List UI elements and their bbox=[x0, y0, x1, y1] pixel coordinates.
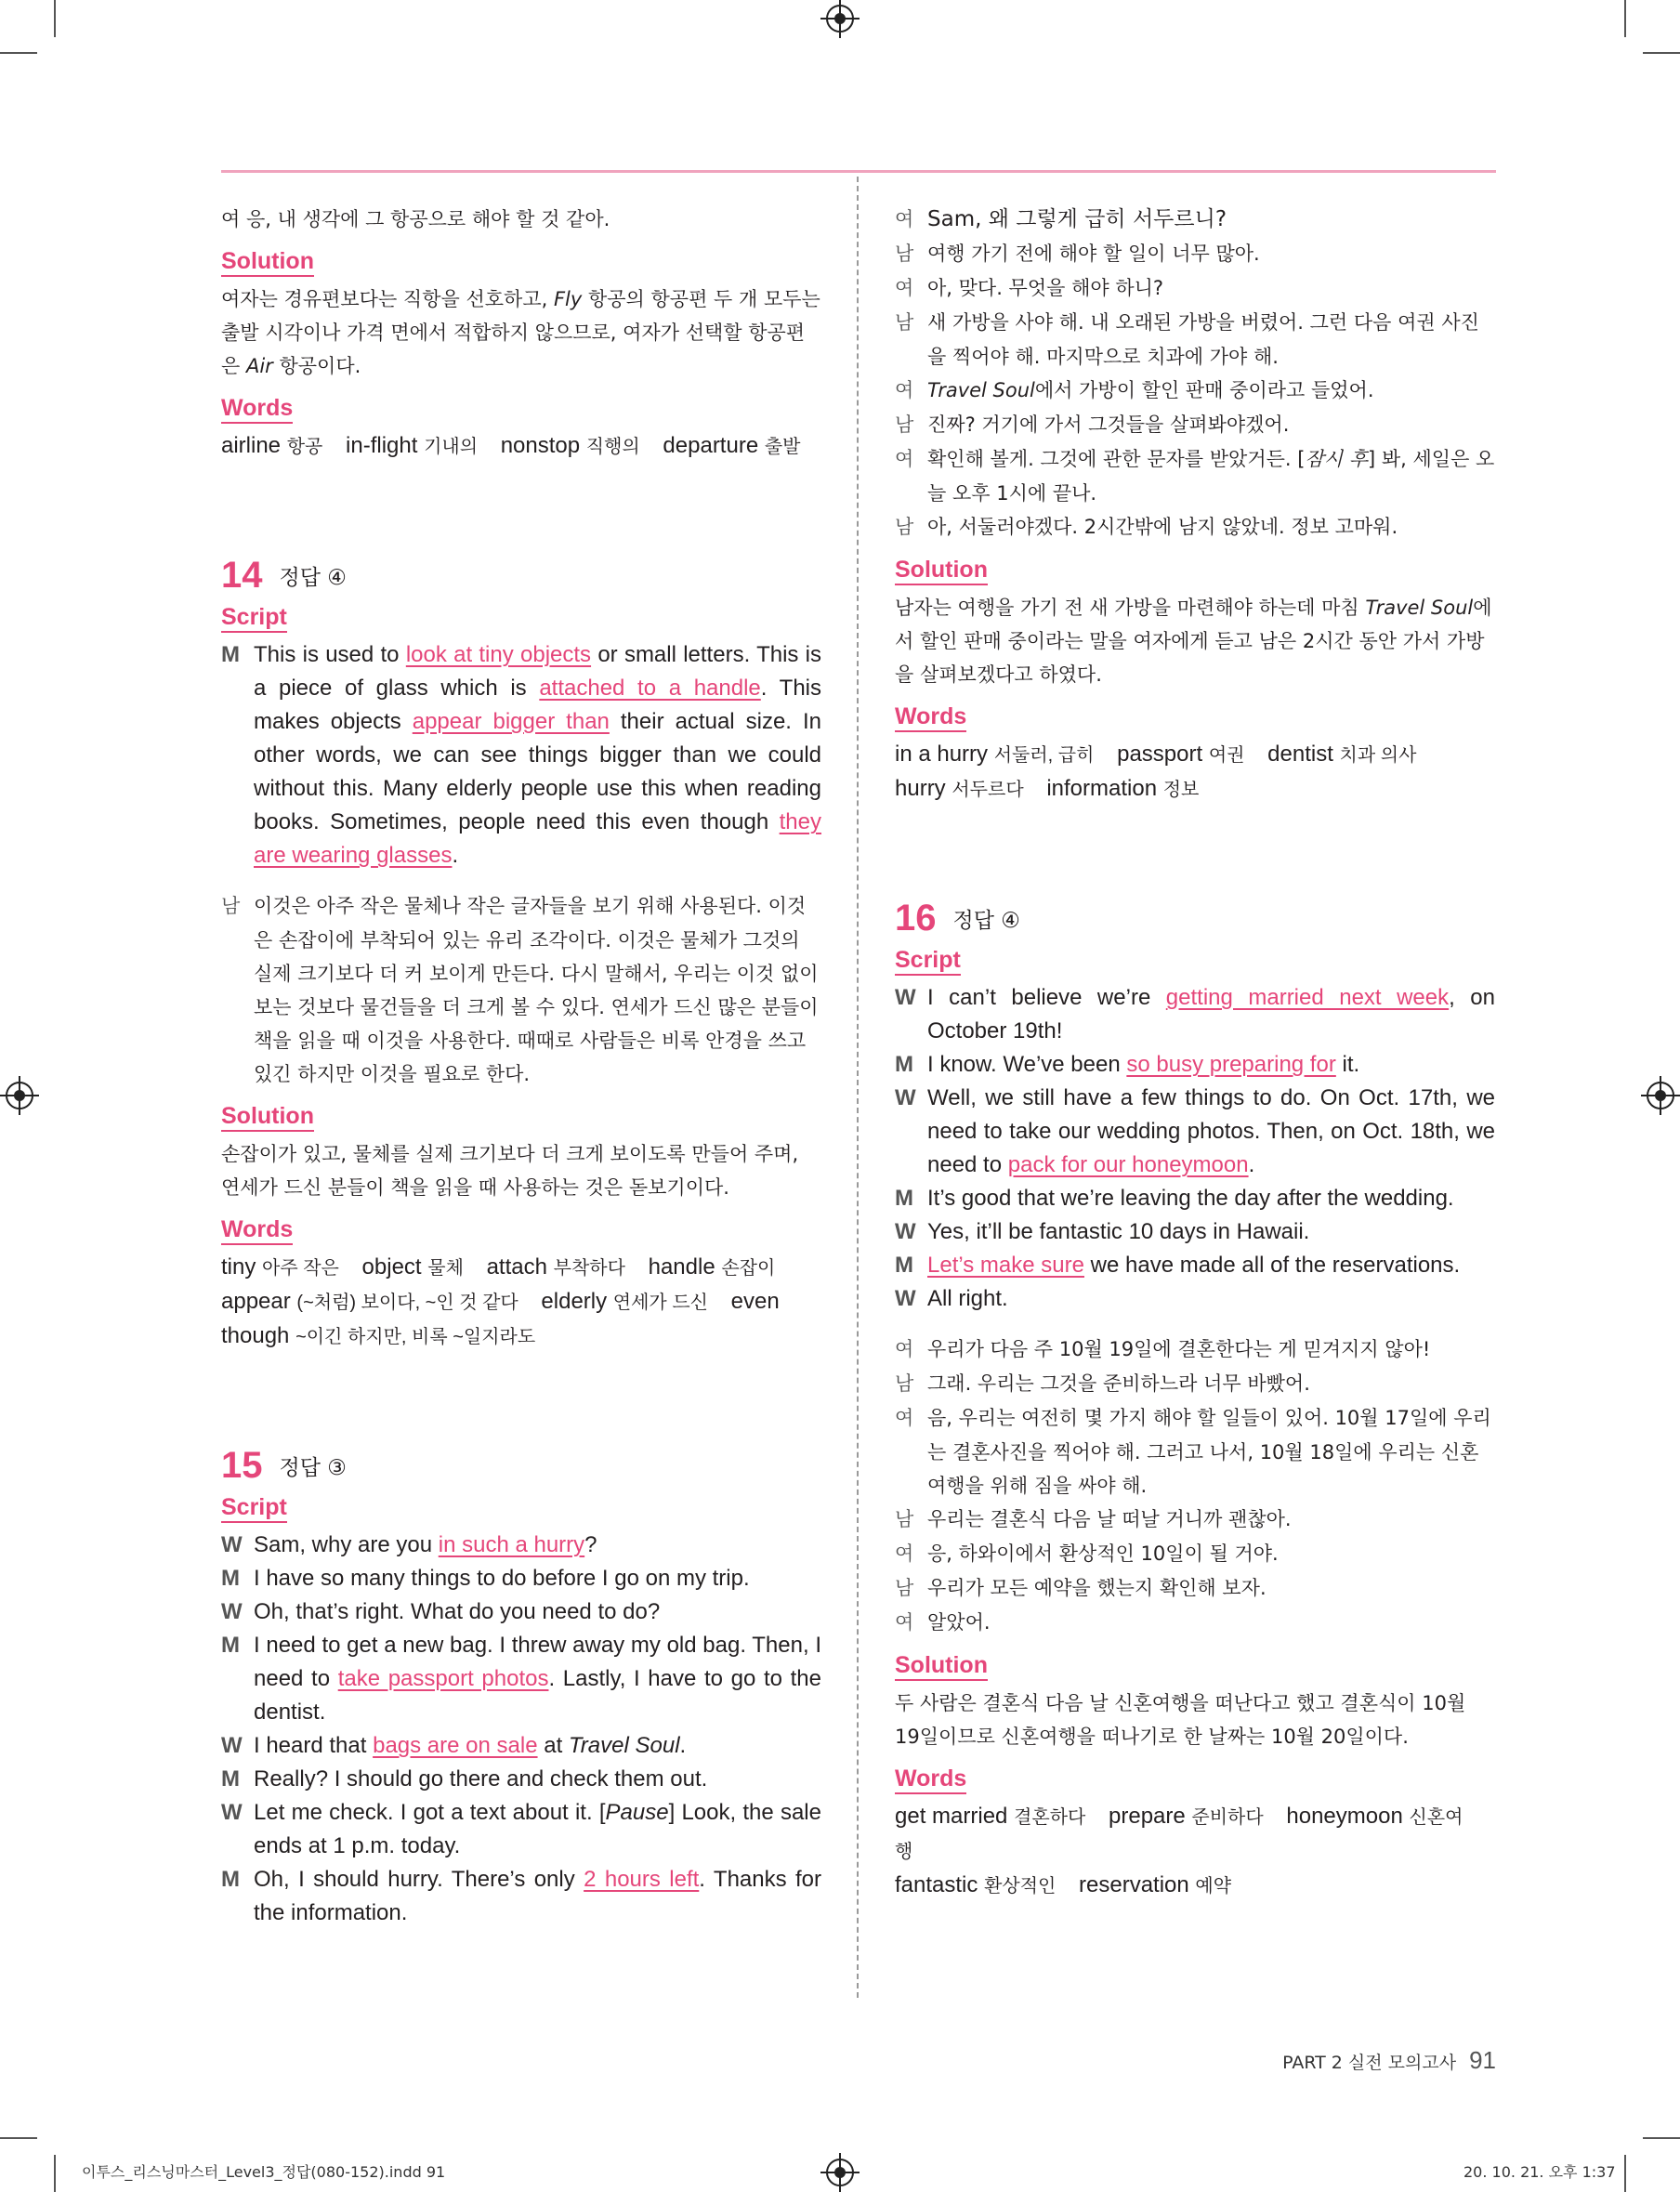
q15-script-label: Script bbox=[221, 1493, 287, 1523]
q16-script bbox=[895, 981, 1495, 1316]
registration-mark-icon bbox=[6, 1082, 33, 1109]
script-line: W Sam, why are you in such a hurry? bbox=[221, 1532, 597, 1557]
script-line: M I know. We’ve been so busy preparing for it. bbox=[895, 1052, 1360, 1077]
q15-number: 15 bbox=[221, 1445, 263, 1486]
crop-mark bbox=[54, 0, 56, 37]
q16-words: get married 결혼하다 prepare 준비하다 honeymoon 신혼여행 fantastic 환상적인 reservation 예약 bbox=[895, 1804, 1463, 1897]
registration-mark-icon bbox=[826, 2159, 854, 2186]
part-label: PART 2 실전 모의고사 bbox=[1282, 2053, 1457, 2073]
q15-words: in a hurry 서둘러, 급히 passport 여권 dentist 치과 의사 hurry 서두르다 information 정보 bbox=[895, 742, 1417, 801]
running-footer bbox=[1282, 2046, 1496, 2075]
print-slug-date: 20. 10. 21. 오후 1:37 bbox=[1463, 2163, 1616, 2181]
script-line: M I have so many things to do before I go on my trip. bbox=[221, 1566, 750, 1591]
q13-solution: 여자는 경유편보다는 직항을 선호하고, Fly 항공의 항공편 두 개 모두는 출발 시각이나 가격 면에서 적합하지 않으므로, 여자가 선택할 항공편은 Air 항공이다. bbox=[221, 288, 820, 377]
crop-mark bbox=[0, 52, 37, 54]
script-line: M Oh, I should hurry. There’s only 2 hours left. Thanks for the information. bbox=[221, 1867, 822, 1925]
page-number: 91 bbox=[1469, 2046, 1496, 2074]
q15-solution-label: Solution bbox=[895, 556, 988, 585]
word-item: departure 출발 bbox=[663, 433, 801, 458]
print-slug-file: 이투스_리스닝마스터_Level3_정답(080-152).indd 91 bbox=[82, 2163, 446, 2181]
crop-mark bbox=[1624, 0, 1626, 37]
crop-mark bbox=[1624, 2155, 1626, 2192]
q15-solution: 남자는 여행을 가기 전 새 가방을 마련해야 하는데 마침 Travel Soul에서 할인 판매 중이라는 말을 여자에게 듣고 남은 2시간 동안 가서 가방을 살펴보겠다고 하였다. bbox=[895, 597, 1492, 686]
q16-solution-label: Solution bbox=[895, 1651, 988, 1681]
q13-words bbox=[221, 429, 821, 464]
crop-mark bbox=[54, 2155, 56, 2192]
script-line: W Yes, it’ll be fantastic 10 days in Hawaii. bbox=[895, 1219, 1310, 1244]
q15-header bbox=[221, 1434, 821, 1486]
q14-script: M This is used to look at tiny objects or small letters. This is a piece of glass which is attached to a handle. This makes objects appear bigger than their actual size. In other words, we can see things bigger than we could without this. Many elderly people use this when reading books. Sometimes, people need this even though they are wearing glasses. bbox=[221, 642, 822, 868]
registration-mark-icon bbox=[1647, 1082, 1674, 1109]
script-line: W Oh, that’s right. What do you need to do? bbox=[221, 1599, 661, 1624]
crop-mark bbox=[1643, 2137, 1680, 2139]
q13-solution-label: Solution bbox=[221, 247, 314, 277]
q14-solution-label: Solution bbox=[221, 1102, 314, 1132]
q14-translation: 남 이것은 아주 작은 물체나 작은 글자들을 보기 위해 사용된다. 이것은 손잡이에 부착되어 있는 유리 조각이다. 이것은 물체가 그것의 실제 크기보다 더 커 보이게 만든다. 다시 말해서, 우리는 이것 없이 보는 것보다 물건들을 더 크게 볼 수 있다. 연세가 드신 많은 분들이 책을 읽을 때 이것을 사용한다. 때때로 사람들은 비록 안경을 쓰고 있긴 하지만 이것을 필요로 한다. bbox=[221, 895, 819, 1085]
script-line: M Really? I should go there and check them out. bbox=[221, 1766, 708, 1792]
crop-mark bbox=[0, 2137, 37, 2139]
q14-solution: 손잡이가 있고, 물체를 실제 크기보다 더 크게 보이도록 만들어 주며, 연세가 드신 분들이 책을 읽을 때 사용하는 것은 돋보기이다. bbox=[221, 1143, 799, 1199]
right-column bbox=[895, 203, 1495, 1903]
q15-script bbox=[221, 1529, 821, 1930]
registration-mark-icon bbox=[826, 5, 854, 33]
q16-solution: 두 사람은 결혼식 다음 날 신혼여행을 떠난다고 했고 결혼식이 10월 19일이므로 신혼여행을 떠나기로 한 날짜는 10월 20일이다. bbox=[895, 1692, 1466, 1748]
script-line: M I need to get a new bag. I threw away my old bag. Then, I need to take passport photos. Lastly, I have to go to the dentist. bbox=[221, 1633, 822, 1725]
script-line: W I heard that bags are on sale at Travel Soul. bbox=[221, 1733, 687, 1758]
q15-words-label: Words bbox=[895, 702, 966, 732]
q14-answer: 정답 ④ bbox=[279, 566, 347, 590]
q14-number: 14 bbox=[221, 555, 263, 596]
q14-script-label: Script bbox=[221, 603, 287, 633]
q16-translation: 여 우리가 다음 주 10월 19일에 결혼한다는 게 믿겨지지 않아! 남 그래. 우리는 그것을 준비하느라 너무 바빴어. 여 음, 우리는 여전히 몇 가지 해야 할 일들이 있어. 10월 17일에 우리는 결혼사진을 찍어야 해. 그러고 나서, 10월 18일에 우리는 신혼여행을 위해 짐을 싸야 해. 남 우리는 결혼식 다음 날 떠날 거니까 괜찮아. 여 응, 하와이에서 환상적인 10일이 될 거야. 남 우리가 모든 예약을 했는지 확인해 보자. 여 알았어. bbox=[895, 1338, 1491, 1634]
top-rule bbox=[221, 170, 1496, 173]
word-item: in-flight 기내의 bbox=[346, 433, 479, 458]
q14-words: tiny 아주 작은 object 물체 attach 부착하다 handle 손잡이 appear (~처럼) 보이다, ~인 것 같다 elderly 연세가 드신 even though ~이긴 하지만, 비록 ~일지라도 bbox=[221, 1254, 780, 1348]
script-line: W Well, we still have a few things to do. On Oct. 17th, we need to take our wedding photos. Then, on Oct. 18th, we need to pack for our honeymoon. bbox=[895, 1085, 1495, 1177]
q16-script-label: Script bbox=[895, 946, 961, 976]
q14-header bbox=[221, 544, 821, 596]
left-column bbox=[221, 203, 821, 1930]
column-divider bbox=[857, 177, 859, 1998]
word-item: nonstop 직행의 bbox=[500, 433, 640, 458]
q15-answer: 정답 ③ bbox=[279, 1456, 347, 1480]
script-line: M Let’s make sure we have made all of the reservations. bbox=[895, 1253, 1461, 1278]
script-line: W I can’t believe we’re getting married next week, on October 19th! bbox=[895, 985, 1495, 1043]
q15-translation: 여 Sam, 왜 그렇게 급히 서두르니? 남 여행 가기 전에 해야 할 일이 너무 많아. 여 아, 맞다. 무엇을 해야 하니? 남 새 가방을 사야 해. 내 오래된 가방을 버렸어. 그런 다음 여권 사진을 찍어야 해. 마지막으로 치과에 가야 해. 여 Travel Soul에서 가방이 할인 판매 중이라고 들었어. 남 진짜? 거기에 가서 그것들을 살펴봐야겠어. 여 확인해 볼게. 그것에 관한 문자를 받았거든. [잠시 후] 봐, 세일은 오늘 오후 1시에 끝나. 남 아, 서둘러야겠다. 2시간밖에 남지 않았네. 정보 고마워. bbox=[895, 207, 1495, 538]
q16-answer: 정답 ④ bbox=[952, 909, 1020, 933]
q13-last-line: 여 응, 내 생각에 그 항공으로 해야 할 것 같아. bbox=[221, 208, 610, 230]
q16-header bbox=[895, 886, 1495, 938]
crop-mark bbox=[1643, 52, 1680, 54]
script-line: M It’s good that we’re leaving the day after the wedding. bbox=[895, 1186, 1454, 1211]
q13-words-label: Words bbox=[221, 394, 293, 424]
q16-number: 16 bbox=[895, 898, 937, 938]
q16-words-label: Words bbox=[895, 1765, 966, 1794]
word-item: airline 항공 bbox=[221, 433, 323, 458]
q14-words-label: Words bbox=[221, 1215, 293, 1245]
script-line: W All right. bbox=[895, 1286, 1008, 1311]
script-line: W Let me check. I got a text about it. [Pause] Look, the sale ends at 1 p.m. today. bbox=[221, 1800, 821, 1858]
